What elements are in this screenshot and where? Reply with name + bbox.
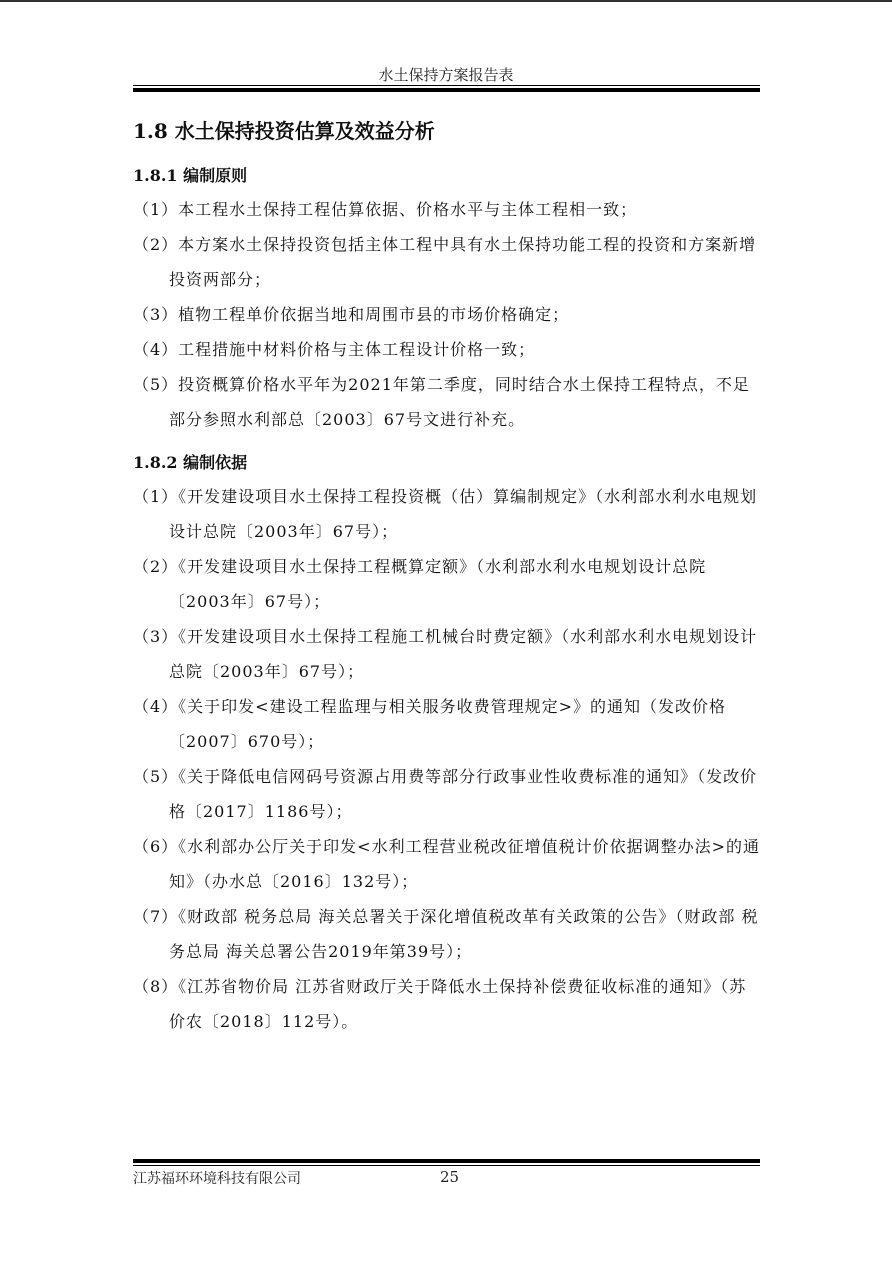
section-title: 1.8 水土保持投资估算及效益分析 xyxy=(133,119,435,143)
header-rule-thin xyxy=(133,85,760,86)
list-item: （2）《开发建设项目水土保持工程概算定额》（水利部水利水电规划设计总院〔2003年〕67号）； xyxy=(133,557,707,611)
list-item: （6）《水利部办公厅关于印发<水利工程营业税改征增值税计价依据调整办法>的通知》（办水总〔2016〕132号）； xyxy=(133,837,760,891)
header-rule-thick xyxy=(133,88,760,92)
list-item: （5）投资概算价格水平年为2021年第二季度，同时结合水土保持工程特点，不足部分参照水利部总〔2003〕67号文进行补充。 xyxy=(133,375,750,429)
basis-list xyxy=(133,479,760,1039)
footer-company-name: 江苏福环环境科技有限公司 xyxy=(133,1171,301,1187)
document-body xyxy=(133,112,760,1039)
list-item: （4）工程措施中材料价格与主体工程设计价格一致； xyxy=(133,340,536,359)
principles-list xyxy=(133,192,760,437)
list-item: （1）本工程水土保持工程估算依据、价格水平与主体工程相一致； xyxy=(133,200,638,219)
page-top-border xyxy=(0,0,892,2)
footer-rule-thick xyxy=(133,1159,760,1163)
list-item: （3）植物工程单价依据当地和周围市县的市场价格确定； xyxy=(133,305,570,324)
list-item: （3）《开发建设项目水土保持工程施工机械台时费定额》（水利部水利水电规划设计总院〔2003年〕67号）； xyxy=(133,627,758,681)
footer-rule-thin xyxy=(133,1165,760,1166)
running-header-title: 水土保持方案报告表 xyxy=(378,66,514,84)
list-item: （7）《财政部 税务总局 海关总署关于深化增值税改革有关政策的公告》（财政部 税务总局 海关总署公告2019年第39号）； xyxy=(133,907,759,961)
list-item: （8）《江苏省物价局 江苏省财政厅关于降低水土保持补偿费征收标准的通知》（苏价农〔2018〕112号）。 xyxy=(133,977,747,1031)
list-item: （5）《关于降低电信网码号资源占用费等部分行政事业性收费标准的通知》（发改价格〔2017〕1186号）； xyxy=(133,767,758,821)
page-number: 25 xyxy=(440,1168,460,1186)
list-item: （1）《开发建设项目水土保持工程投资概（估）算编制规定》（水利部水利水电规划设计总院〔2003年〕67号）； xyxy=(133,487,758,541)
list-item: （4）《关于印发<建设工程监理与相关服务收费管理规定>》的通知（发改价格〔2007〕670号）； xyxy=(133,697,726,751)
list-item: （2）本方案水土保持投资包括主体工程中具有水土保持功能工程的投资和方案新增投资两部分； xyxy=(133,235,757,289)
subsection-heading-basis: 1.8.2 编制依据 xyxy=(133,453,248,472)
subsection-heading-principles: 1.8.1 编制原则 xyxy=(133,166,248,185)
